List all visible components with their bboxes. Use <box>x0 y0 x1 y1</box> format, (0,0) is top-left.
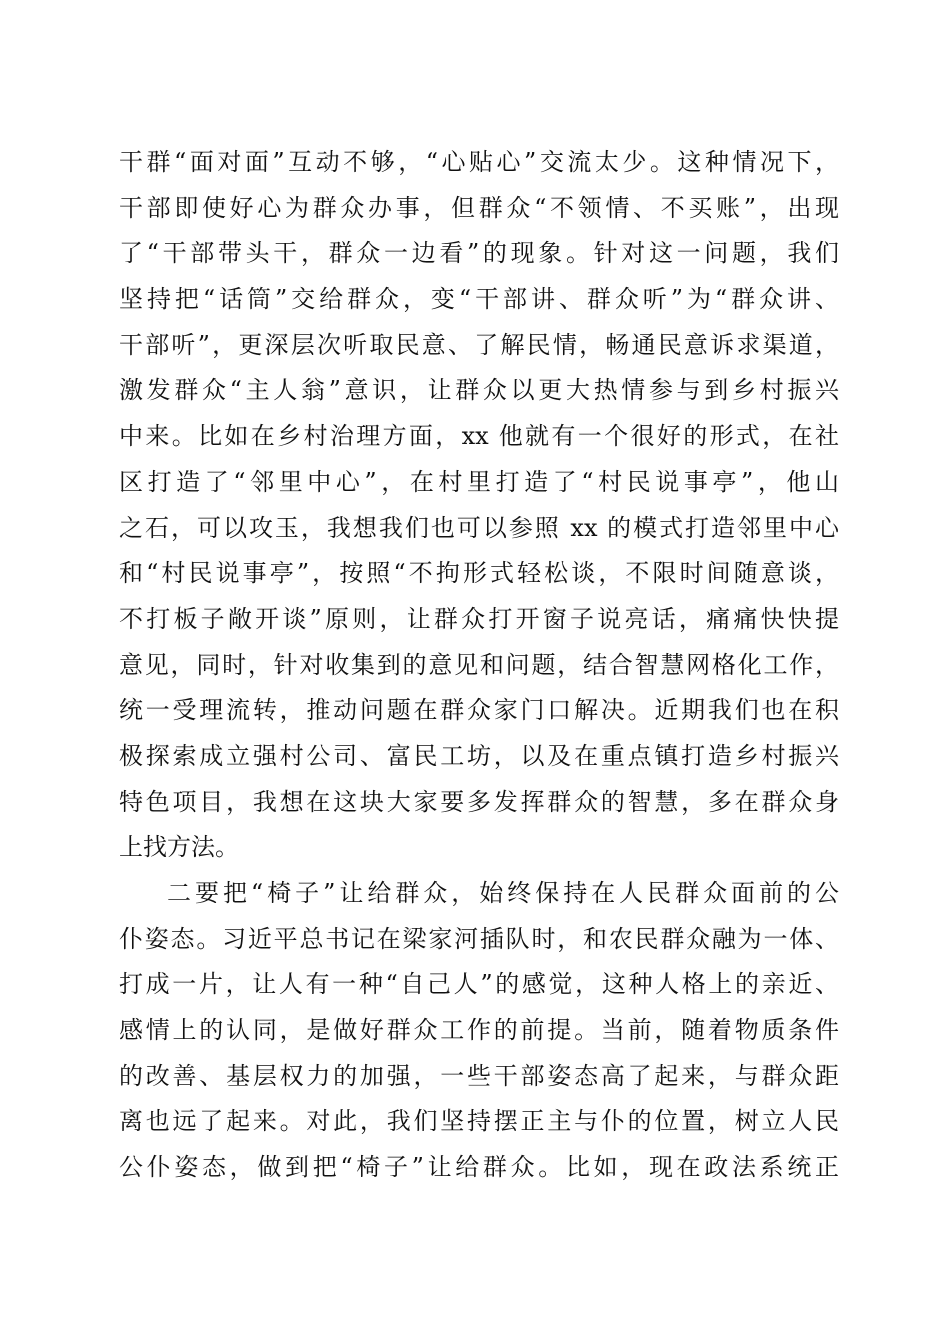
text-line: 干部听”，更深层次听取民意、了解民情，畅通民意诉求渠道， <box>119 330 839 359</box>
text-line: 了“干部带头干，群众一边看”的现象。针对这一问题，我们 <box>119 239 839 268</box>
text-line: 的改善、基层权力的加强，一些干部姿态高了起来，与群众距 <box>119 1061 839 1090</box>
text-line: 干部即使好心为群众办事，但群众“不领情、不买账”，出现 <box>119 193 839 222</box>
document-body <box>119 140 839 1191</box>
text-line: 打成一片，让人有一种“自己人”的感觉，这种人格上的亲近、 <box>119 970 839 999</box>
text-line: 坚持把“话筒”交给群众，变“干部讲、群众听”为“群众讲、 <box>119 285 839 314</box>
text-line: 区打造了“邻里中心”，在村里打造了“村民说事亭”，他山 <box>119 467 839 496</box>
text-line: 不打板子敞开谈”原则，让群众打开窗子说亮话，痛痛快快提 <box>119 604 839 633</box>
text-line: 极探索成立强村公司、富民工坊，以及在重点镇打造乡村振兴 <box>119 741 839 770</box>
text-line: 仆姿态。习近平总书记在梁家河插队时，和农民群众融为一体、 <box>119 924 839 953</box>
text-line: 上找方法。 <box>119 833 239 862</box>
text-line: 中来。比如在乡村治理方面，xx 他就有一个很好的形式，在社 <box>119 422 839 451</box>
text-line: 离也远了起来。对此，我们坚持摆正主与仆的位置，树立人民 <box>119 1107 839 1136</box>
text-line: 统一受理流转，推动问题在群众家门口解决。近期我们也在积 <box>119 696 839 725</box>
text-line: 意见，同时，针对收集到的意见和问题，结合智慧网格化工作， <box>119 650 839 679</box>
text-line: 干群“面对面”互动不够，“心贴心”交流太少。这种情况下， <box>119 148 839 176</box>
text-line: 特色项目，我想在这块大家要多发挥群众的智慧，多在群众身 <box>119 787 839 816</box>
paragraph-2 <box>119 871 839 1191</box>
text-line: 公仆姿态，做到把“椅子”让给群众。比如，现在政法系统正 <box>119 1153 839 1182</box>
paragraph-1 <box>119 140 839 871</box>
text-line: 激发群众“主人翁”意识，让群众以更大热情参与到乡村振兴 <box>119 376 839 405</box>
text-line: 和“村民说事亭”，按照“不拘形式轻松谈，不限时间随意谈， <box>119 559 839 588</box>
text-line: 感情上的认同，是做好群众工作的前提。当前，随着物质条件 <box>119 1016 839 1045</box>
text-line: 之石，可以攻玉，我想我们也可以参照 xx 的模式打造邻里中心 <box>119 513 839 542</box>
text-line: 二要把“椅子”让给群众，始终保持在人民群众面前的公 <box>167 879 839 907</box>
